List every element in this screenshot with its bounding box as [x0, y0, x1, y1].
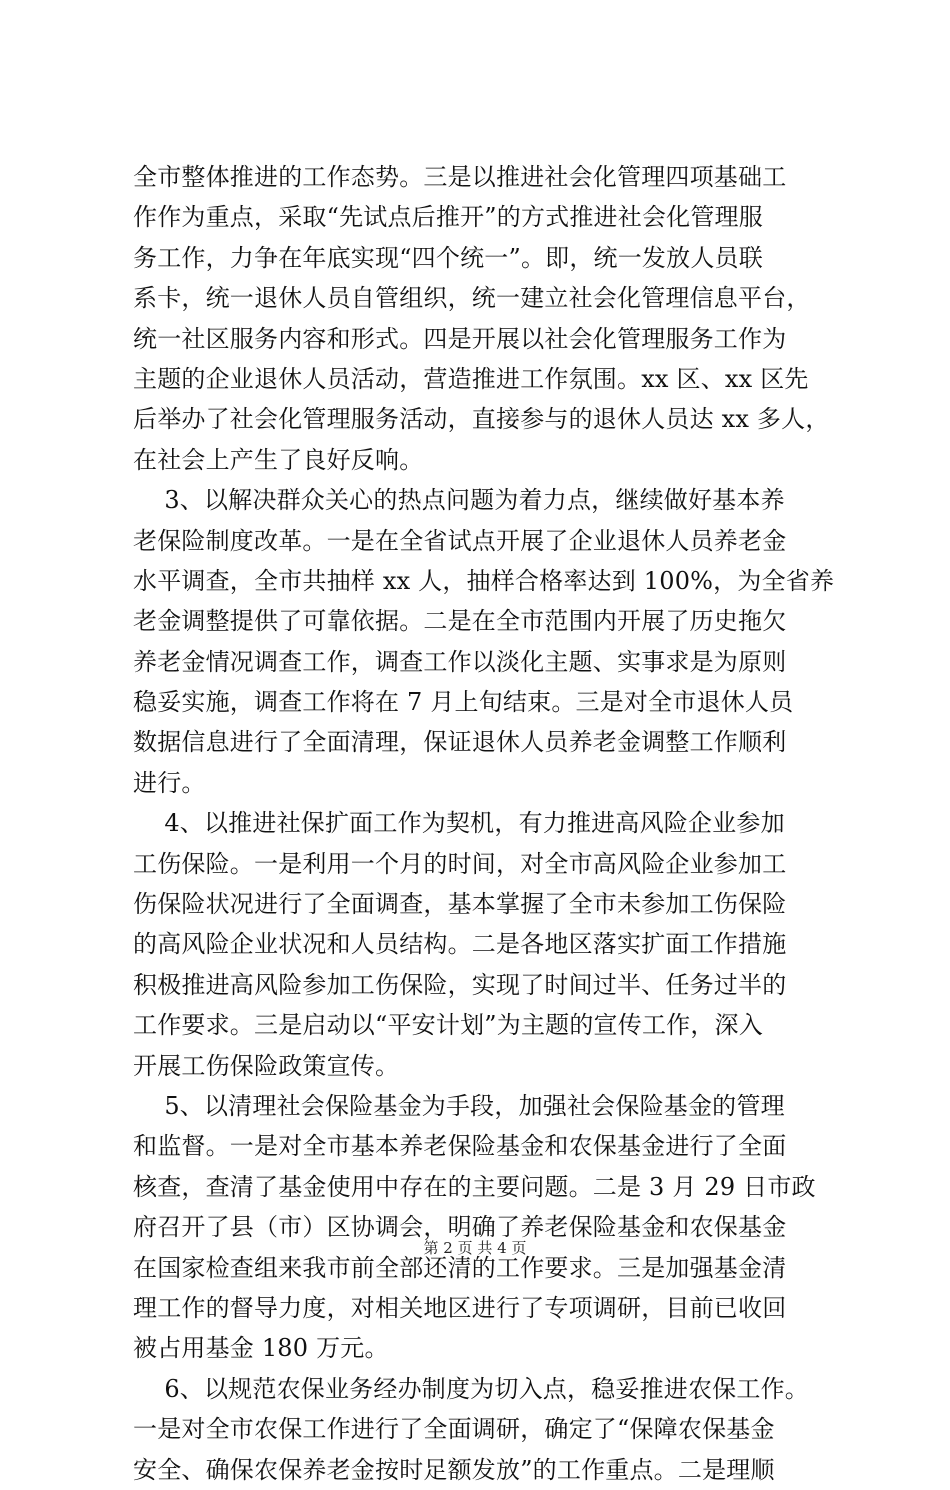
text-line: 工作要求。三是启动以“平安计划”为主题的宣传工作，深入 [133, 1011, 763, 1040]
text-line: 在社会上产生了良好反响。 [133, 445, 424, 474]
text-line: 主题的企业退休人员活动，营造推进工作氛围。xx 区、xx 区先 [133, 364, 809, 393]
text-line: 在国家检查组来我市前全部还清的工作要求。三是加强基金清 [133, 1253, 787, 1282]
text-line: 全市整体推进的工作态势。三是以推进社会化管理四项基础工 [133, 163, 787, 191]
text-line: 作作为重点，采取“先试点后推开”的方式推进社会化管理服 [133, 203, 763, 232]
text-line: 3、以解决群众关心的热点问题为着力点，继续做好基本养 [133, 486, 785, 515]
text-line: 理工作的督导力度，对相关地区进行了专项调研，目前已收回 [133, 1293, 787, 1322]
text-line: 老金调整提供了可靠依据。二是在全市范围内开展了历史拖欠 [133, 607, 787, 636]
document-body [133, 157, 835, 1490]
text-line: 4、以推进社保扩面工作为契机，有力推进高风险企业参加 [133, 809, 785, 838]
text-line: 进行。 [133, 768, 206, 797]
text-line: 养老金情况调查工作，调查工作以淡化主题、实事求是为原则 [133, 647, 787, 676]
text-line: 水平调查，全市共抽样 xx 人，抽样合格率达到 100%，为全省养 [133, 566, 835, 595]
text-line: 统一社区服务内容和形式。四是开展以社会化管理服务工作为 [133, 324, 787, 353]
page-footer: 第 2 页 共 4 页 [423, 1239, 527, 1257]
text-line: 府召开了县（市）区协调会，明确了养老保险基金和农保基金 [133, 1213, 787, 1242]
text-line: 系卡，统一退休人员自管组织，统一建立社会化管理信息平台， [133, 284, 811, 313]
text-line: 安全、确保农保养老金按时足额发放”的工作重点。二是理顺 [133, 1455, 775, 1484]
text-line: 务工作，力争在年底实现“四个统一”。即，统一发放人员联 [133, 243, 763, 272]
text-line: 伤保险状况进行了全面调查，基本掌握了全市未参加工伤保险 [133, 890, 787, 919]
text-line: 一是对全市农保工作进行了全面调研，确定了“保障农保基金 [133, 1415, 775, 1444]
text-line: 工伤保险。一是利用一个月的时间，对全市高风险企业参加工 [133, 849, 787, 878]
text-line: 后举办了社会化管理服务活动，直接参与的退休人员达 xx 多人， [133, 405, 830, 434]
text-line: 数据信息进行了全面清理，保证退休人员养老金调整工作顺利 [133, 728, 787, 757]
text-line: 的高风险企业状况和人员结构。二是各地区落实扩面工作措施 [133, 930, 787, 959]
text-line: 核查，查清了基金使用中存在的主要问题。二是 3 月 29 日市政 [133, 1172, 816, 1201]
text-line: 积极推进高风险参加工伤保险，实现了时间过半、任务过半的 [133, 970, 787, 999]
text-line: 6、以规范农保业务经办制度为切入点，稳妥推进农保工作。 [133, 1374, 809, 1403]
text-line: 被占用基金 180 万元。 [133, 1334, 389, 1363]
text-line: 5、以清理社会保险基金为手段，加强社会保险基金的管理 [133, 1091, 785, 1120]
text-line: 开展工伤保险政策宣传。 [133, 1051, 400, 1080]
text-line: 和监督。一是对全市基本养老保险基金和农保基金进行了全面 [133, 1132, 787, 1161]
text-line: 稳妥实施，调查工作将在 7 月上旬结束。三是对全市退休人员 [133, 688, 794, 717]
text-line: 老保险制度改革。一是在全省试点开展了企业退休人员养老金 [133, 526, 787, 555]
